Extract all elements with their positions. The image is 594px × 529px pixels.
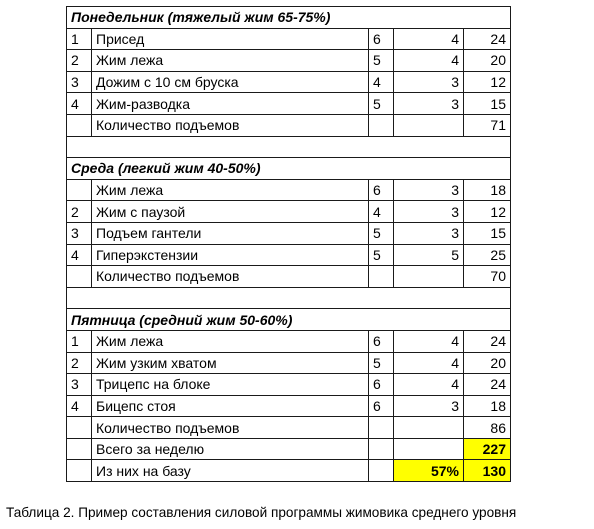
exercise-name: Дожим с 10 см бруска xyxy=(92,71,369,93)
table-row xyxy=(67,71,511,93)
section-title: Среда (легкий жим 40-50%) xyxy=(67,158,511,180)
sets-value: 5 xyxy=(369,352,394,374)
empty-cell xyxy=(369,266,394,288)
lifts-value: 20 xyxy=(464,352,511,374)
exercise-name: Бицепс стоя xyxy=(92,395,369,417)
row-number: 1 xyxy=(67,28,92,50)
reps-value: 4 xyxy=(394,330,464,352)
base-lifts-percent: 57% xyxy=(394,460,464,482)
exercise-name: Жим лежа xyxy=(92,179,369,201)
weekly-total-value: 227 xyxy=(464,438,511,460)
row-number: 4 xyxy=(67,244,92,266)
table-row xyxy=(67,222,511,244)
lifts-count-label: Количество подъемов xyxy=(92,114,369,136)
exercise-name: Гиперэкстензии xyxy=(92,244,369,266)
row-number: 2 xyxy=(67,201,92,223)
spacer-row xyxy=(67,136,511,158)
base-lifts-row xyxy=(67,460,511,482)
row-number: 4 xyxy=(67,395,92,417)
lifts-value: 12 xyxy=(464,201,511,223)
empty-cell xyxy=(369,460,394,482)
empty-cell xyxy=(394,417,464,439)
table-row xyxy=(67,244,511,266)
sets-value: 5 xyxy=(369,244,394,266)
lifts-count-row xyxy=(67,266,511,288)
table-row xyxy=(67,330,511,352)
base-lifts-label: Из них на базу xyxy=(92,460,369,482)
sets-value: 4 xyxy=(369,201,394,223)
row-number: 3 xyxy=(67,374,92,396)
empty-cell xyxy=(67,136,511,158)
sets-value: 5 xyxy=(369,93,394,115)
lifts-value: 18 xyxy=(464,395,511,417)
exercise-name: Жим с паузой xyxy=(92,201,369,223)
empty-cell xyxy=(67,438,92,460)
lifts-value: 20 xyxy=(464,50,511,72)
exercise-name: Трицепс на блоке xyxy=(92,374,369,396)
lifts-value: 18 xyxy=(464,179,511,201)
empty-cell xyxy=(67,460,92,482)
sets-value: 5 xyxy=(369,50,394,72)
exercise-name: Жим-разводка xyxy=(92,93,369,115)
row-number: 1 xyxy=(67,330,92,352)
sets-value: 4 xyxy=(369,71,394,93)
lifts-value: 15 xyxy=(464,222,511,244)
section-title: Понедельник (тяжелый жим 65-75%) xyxy=(67,7,511,29)
lifts-count-row xyxy=(67,417,511,439)
base-lifts-value: 130 xyxy=(464,460,511,482)
table-row xyxy=(67,374,511,396)
empty-cell xyxy=(67,417,92,439)
table-row xyxy=(67,28,511,50)
empty-cell xyxy=(67,114,92,136)
reps-value: 5 xyxy=(394,244,464,266)
table-row xyxy=(67,93,511,115)
lifts-value: 12 xyxy=(464,71,511,93)
lifts-value: 24 xyxy=(464,330,511,352)
lifts-count-value: 86 xyxy=(464,417,511,439)
empty-cell xyxy=(369,417,394,439)
lifts-value: 24 xyxy=(464,374,511,396)
empty-cell xyxy=(67,266,92,288)
reps-value: 3 xyxy=(394,179,464,201)
workout-table xyxy=(66,6,511,482)
section-header-row xyxy=(67,7,511,29)
empty-cell xyxy=(394,438,464,460)
empty-cell xyxy=(394,114,464,136)
table-row xyxy=(67,395,511,417)
table-row xyxy=(67,201,511,223)
sets-value: 6 xyxy=(369,28,394,50)
sets-value: 5 xyxy=(369,222,394,244)
reps-value: 4 xyxy=(394,374,464,396)
empty-cell xyxy=(394,266,464,288)
sets-value: 6 xyxy=(369,395,394,417)
lifts-value: 24 xyxy=(464,28,511,50)
section-header-row xyxy=(67,158,511,180)
reps-value: 3 xyxy=(394,71,464,93)
empty-cell xyxy=(369,438,394,460)
empty-cell xyxy=(67,287,511,309)
row-number: 2 xyxy=(67,352,92,374)
lifts-count-value: 70 xyxy=(464,266,511,288)
spacer-row xyxy=(67,287,511,309)
row-number: 3 xyxy=(67,222,92,244)
exercise-name: Жим лежа xyxy=(92,50,369,72)
lifts-count-label: Количество подъемов xyxy=(92,266,369,288)
table-caption: Таблица 2. Пример составления силовой программы жимовика среднего уровня xyxy=(6,505,517,520)
lifts-count-value: 71 xyxy=(464,114,511,136)
reps-value: 3 xyxy=(394,201,464,223)
weekly-total-label: Всего за неделю xyxy=(92,438,369,460)
row-number: 2 xyxy=(67,50,92,72)
exercise-name: Присед xyxy=(92,28,369,50)
sets-value: 6 xyxy=(369,179,394,201)
row-number: 4 xyxy=(67,93,92,115)
table-row xyxy=(67,352,511,374)
reps-value: 3 xyxy=(394,395,464,417)
row-number: 3 xyxy=(67,71,92,93)
reps-value: 3 xyxy=(394,222,464,244)
reps-value: 4 xyxy=(394,28,464,50)
lifts-count-label: Количество подъемов xyxy=(92,417,369,439)
sets-value: 6 xyxy=(369,330,394,352)
section-title: Пятница (средний жим 50-60%) xyxy=(67,309,511,331)
weekly-total-row xyxy=(67,438,511,460)
reps-value: 4 xyxy=(394,50,464,72)
reps-value: 4 xyxy=(394,352,464,374)
sets-value: 6 xyxy=(369,374,394,396)
table-row xyxy=(67,179,511,201)
lifts-value: 15 xyxy=(464,93,511,115)
exercise-name: Подъем гантели xyxy=(92,222,369,244)
lifts-value: 25 xyxy=(464,244,511,266)
table-row xyxy=(67,50,511,72)
exercise-name: Жим узким хватом xyxy=(92,352,369,374)
empty-cell xyxy=(369,114,394,136)
lifts-count-row xyxy=(67,114,511,136)
row-number xyxy=(67,179,92,201)
reps-value: 3 xyxy=(394,93,464,115)
section-header-row xyxy=(67,309,511,331)
exercise-name: Жим лежа xyxy=(92,330,369,352)
